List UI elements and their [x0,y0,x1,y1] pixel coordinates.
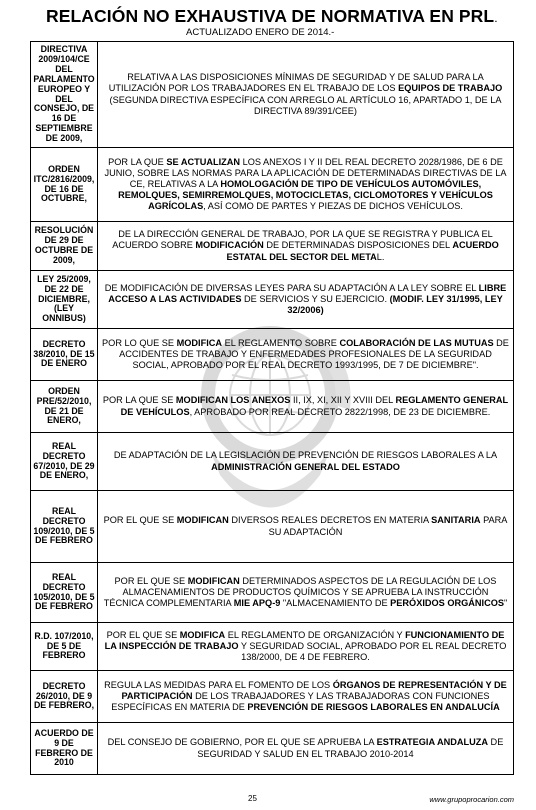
description-segment: DE ADAPTACIÓN DE LA LEGISLACIÓN DE PREVENCIÓN DE RIESGOS LABORALES A LA [113,450,498,461]
norm-description [98,42,514,148]
description-bold-segment: HOMOLOGACIÓN DE TIPO DE VEHÍCULOS AUTOMÓVILES, REMOLQUES, SEMIRREMOLQUES, MOTOCICLETAS, CICLOMOTORES Y VEHÍCULOS AGRÍCOLAS [118,178,493,212]
norm-description [98,381,514,433]
description-bold-segment: MODIFICAN [187,575,240,586]
description-segment: " [504,598,508,609]
description-segment: , ASÍ COMO DE PARTES Y PIEZAS DE DICHOS VEHÍCULOS. [203,201,463,212]
norm-reference: REAL DECRETO 109/2010, DE 5 DE FEBRERO [31,491,98,563]
table-row [31,329,514,381]
description-segment: II, IX, XI, XII Y XVIII DEL [290,395,396,406]
description-bold-segment: COLABORACIÓN DE LAS MUTUAS [339,337,494,348]
description-segment: DE ACCIDENTES DE TRABAJO Y ENFERMEDADES PROFESIONALES DE LA SEGURIDAD SOCIAL, APROBADO POR EL REAL DECRETO 1993/1995, DE 7 DE DICIEMBRE". [119,337,509,371]
description-segment: DIVERSOS REALES DECRETOS EN MATERIA [228,515,432,526]
description-segment: , APROBADO POR REAL DECRETO 2822/1998, DE 23 DE DICIEMBRE. [189,406,491,417]
description-segment: POR LO QUE SE [102,337,177,348]
description-segment: RELATIVA A LAS DISPOSICIONES MÍNIMAS DE SEGURIDAD Y DE SALUD PARA LA UTILIZACIÓN POR LOS TRABAJADORES EN EL TRABAJO DE LOS [108,72,484,94]
normative-table [30,41,514,775]
description-bold-segment: PREVENCIÓN DE RIESGOS LABORALES EN ANDALUCÍA [247,702,500,713]
description-segment: POR LA QUE [108,156,167,167]
table-row [31,563,514,623]
description-bold-segment: REGLAMENTO GENERAL DE VEHÍCULOS [120,395,509,417]
description-segment: EL REGLAMENTO SOBRE [222,337,340,348]
description-segment: DE MODIFICACIÓN DE DIVERSAS LEYES PARA SU ADAPTACIÓN A LA LEY SOBRE EL [104,282,479,293]
page-title: RELACIÓN NO EXHAUSTIVA DE NORMATIVA EN PRL. [46,6,498,26]
description-segment: (SEGUNDA DIRECTIVA ESPECÍFICA CON ARREGLO AL ARTÍCULO 16, APARTADO 1, DE LA DIRECTIVA 89/391/CEE) [109,94,502,116]
norm-reference: REAL DECRETO 105/2010, DE 5 DE FEBRERO [31,563,98,623]
norm-reference: ORDEN PRE/52/2010, DE 21 DE ENERO, [31,381,98,433]
description-segment: Y SEGURIDAD SOCIAL, APROBADO POR EL REAL DECRETO 138/2000, DE 4 DE FEBRERO. [238,640,507,663]
description-bold-segment: ÓRGANOS DE REPRESENTACIÓN Y DE PARTICIPACIÓN [121,679,507,701]
description-bold-segment: LIBRE ACCESO A LAS ACTIVIDADES [108,282,507,304]
description-segment: PARA SU ADAPTACIÓN [268,515,508,537]
norm-reference: REAL DECRETO 67/2010, DE 29 DE ENERO, [31,433,98,491]
description-bold-segment: MIE APQ-9 [233,598,281,609]
description-bold-segment: SE ACTUALIZAN [166,156,241,167]
description-segment: DEL CONSEJO DE GOBIERNO, POR EL QUE SE APRUEBA LA [107,737,377,748]
norm-description [98,491,514,563]
description-segment: DETERMINADOS ASPECTOS DE LA REGULACIÓN DE LOS ALMACENAMIENTOS DE PRODUCTOS QUÍMICOS Y SE APRUEBA LA INSTRUCCIÓN TÉCNICA COMPLEMENTARIA [103,575,497,609]
norm-reference: DECRETO 38/2010, DE 15 DE ENERO [31,329,98,381]
table-row [31,723,514,775]
norm-reference: LEY 25/2009, DE 22 DE DICIEMBRE, (LEY ONNIBUS) [31,271,98,329]
description-bold-segment: SANITARIA [431,515,481,526]
description-segment: DE LA DIRECCIÓN GENERAL DE TRABAJO, POR LA QUE SE REGISTRA Y PUBLICA EL ACUERDO SOBRE [112,229,493,251]
description-bold-segment: MODIFICA [176,337,223,348]
norm-reference: ACUERDO DE 9 DE FEBRERO DE 2010 [31,723,98,775]
description-bold-segment: ADMINISTRACIÓN GENERAL DEL ESTADO [211,461,400,472]
description-segment: L. [376,251,385,262]
description-segment: DE LOS TRABAJADORES Y LAS TRABAJADORAS CON FUNCIONES ESPECÍFICAS EN MATERIA DE [111,690,490,713]
description-bold-segment: MODIFICAN [176,515,229,526]
page-number: 25 [248,794,257,803]
website-url[interactable]: www.grupoprocarion.com [429,795,514,804]
description-segment: REGULA LAS MEDIDAS PARA EL FOMENTO DE LOS [104,679,333,690]
norm-description [98,148,514,222]
norm-description [98,723,514,775]
description-segment: DE SERVICIOS Y SU EJERCICIO. [241,293,390,304]
table-row [31,671,514,723]
norm-description [98,563,514,623]
description-segment: LOS ANEXOS I Y II DEL REAL DECRETO 2028/1986, DE 6 DE JUNIO, SOBRE LAS NORMAS PARA LA APLICACIÓN DE DETERMINADAS DIRECTIVAS DE LA CE, RELATIVAS A LA [104,156,507,189]
table-row [31,271,514,329]
description-segment: DE DETERMINADAS DISPOSICIONES DEL [263,240,453,251]
description-segment: POR EL QUE SE [103,515,177,526]
norm-reference: DIRECTIVA 2009/104/CE DEL PARLAMENTO EUROPEO Y DEL CONSEJO, DE 16 DE SEPTIEMBRE DE 2009, [31,42,98,148]
description-bold-segment: PERÓXIDOS ORGÁNICOS [390,598,504,609]
norm-reference: R.D. 107/2010, DE 5 DE FEBRERO [31,623,98,671]
table-row [31,433,514,491]
table-row [31,623,514,671]
norm-description [98,271,514,329]
description-bold-segment: MODIFICA [179,629,226,640]
description-segment: "ALMACENAMIENTO DE [280,598,391,609]
description-segment: DE SEGURIDAD Y SALUD EN EL TRABAJO 2010-2014 [197,737,504,759]
description-segment: POR EL QUE SE [114,575,188,586]
table-row [31,381,514,433]
description-bold-segment: (MODIF. LEY 31/1995, LEY 32/2006) [287,293,503,316]
description-segment: POR EL QUE SE [106,629,180,640]
description-bold-segment: EQUIPOS DE TRABAJO [398,83,503,94]
description-bold-segment: ESTRATEGIA ANDALUZA [376,737,488,748]
norm-description [98,222,514,271]
norm-reference: DECRETO 26/2010, DE 9 DE FEBRERO, [31,671,98,723]
description-bold-segment: FUNCIONAMIENTO DE LA INSPECCIÓN DE TRABAJO [104,629,505,651]
description-segment: POR LA QUE SE [102,395,176,406]
norm-description [98,329,514,381]
description-bold-segment: ACUERDO ESTATAL DEL SECTOR DEL META [226,240,499,262]
table-row [31,222,514,271]
norm-description [98,623,514,671]
description-segment: EL REGLAMENTO DE ORGANIZACIÓN Y [225,629,406,640]
norm-reference: RESOLUCIÓN DE 29 DE OCTUBRE DE 2009, [31,222,98,271]
table-row [31,42,514,148]
page-subtitle: ACTUALIZADO ENERO DE 2014.- [186,27,335,38]
description-bold-segment: MODIFICAN LOS ANEXOS [175,395,291,406]
description-bold-segment: MODIFICACIÓN [195,240,264,251]
table-row [31,148,514,222]
norm-description [98,433,514,491]
norm-reference: ORDEN ITC/2816/2009, DE 16 DE OCTUBRE, [31,148,98,222]
norm-description [98,671,514,723]
table-row [31,491,514,563]
